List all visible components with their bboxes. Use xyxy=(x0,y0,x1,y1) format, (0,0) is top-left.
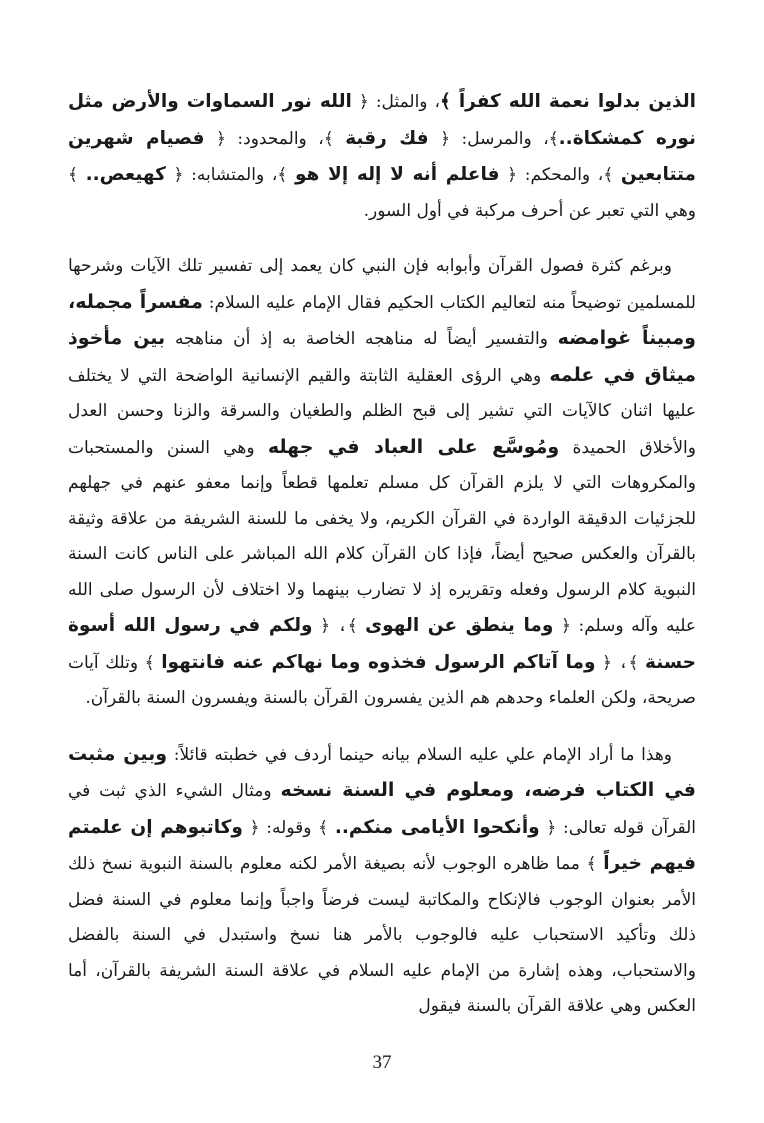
body-text: وهذا ما أراد الإمام علي عليه السلام بيانه حينما أردف في خطبته قائلاً: xyxy=(167,744,672,765)
sermon-quote-text: بين مأخوذ ميثاق في علمه xyxy=(68,327,696,386)
quran-verse-text: فصيام شهرين متتابعين xyxy=(68,127,696,185)
quran-verse-text: وأنكحوا الأيامى منكم.. xyxy=(334,816,540,838)
body-text: ﴾، والمتشابه: ﴿ xyxy=(165,165,295,185)
body-text: ﴾، والمحدود: ﴿ xyxy=(204,128,346,149)
paragraph-2 xyxy=(68,249,696,717)
quran-verse-text: الله نور السماوات والأرض مثل نوره كمشكاة.. xyxy=(68,91,696,149)
quran-verse-text: وما ينطق عن الهوى xyxy=(365,615,554,636)
paragraph-3 xyxy=(68,737,696,1025)
body-text: ﴾، ﴿ xyxy=(595,652,646,673)
body-text: ، والمثل: ﴿ xyxy=(351,92,440,112)
page-body xyxy=(68,84,696,1025)
quran-verse-text: وما آتاكم الرسول فخذوه وما نهاكم عنه فانتهوا xyxy=(161,651,596,673)
quran-verse-text: فك رقبة xyxy=(345,127,429,149)
sermon-quote-text: وبين مثبت في الكتاب فرضه، ومعلوم في السنة نسخه xyxy=(68,742,696,801)
body-text: ﴾ مما ظاهره الوجوب لأنه بصيغة الأمر لكنه معلوم بالسنة النبوية نسخ ذلك الأمر بعنوان الوجوب فالإنكاح والمكاتبة ليست فرضاً واجباً وإنما معلوم في السنة فضل ذلك وتأكيد الاستحباب عليه فالوجوب بالأمر هنا نسخ واستبدل في السنة بالفضل والاستحباب، وهذه إشارة من الإمام عليه السلام في علاقة السنة الشريفة بالقرآن، أما العكس وهي علاقة القرآن بالسنة فيقول xyxy=(68,854,696,1016)
quran-verse-text: الذين بدلوا نعمة الله كفراً ﴾ xyxy=(439,91,696,112)
body-text: ومثال الشيء الذي ثبت في القرآن قوله تعالى: ﴿ xyxy=(68,781,696,838)
page-number: 37 xyxy=(372,1052,392,1073)
body-text: ﴾، والمحكم: ﴿ xyxy=(499,165,621,185)
quran-verse-text: وكاتبوهم إن علمتم فيهم خيراً xyxy=(68,816,696,874)
sermon-quote-text: مفسراً مجمله، ومبيناً غوامضه xyxy=(68,290,696,349)
paragraph-1 xyxy=(68,84,696,229)
body-text: ﴾ وتلك آيات صريحة، ولكن العلماء وحدهم هم الذين يفسرون القرآن بالسنة ويفسرون السنة بالقرآن. xyxy=(68,652,696,708)
body-text: والتفسير أيضاً له مناهجه الخاصة به إذ أن مناهجه xyxy=(165,329,558,349)
body-text: ﴾ وقوله: ﴿ xyxy=(242,817,335,838)
body-text: ﴾، والمرسل: ﴿ xyxy=(428,128,559,149)
quran-verse-text: كهيعص.. xyxy=(85,164,166,185)
body-text: ﴾، ﴿ xyxy=(312,616,366,636)
quran-verse-text: ولكم في رسول الله أسوة حسنة xyxy=(68,615,696,673)
body-text: وهي السنن والمستحبات والمكروهات التي لا يلزم القرآن كل مسلم تعلمها قطعاً وإنما معفو عنهم في جهلهم للجزئيات الدقيقة الواردة في القرآن الكريم، ولا يخفى ما للسنة الشريفة من علاقة وثيقة بالقرآن والعكس صحيح أيضاً، فإذا كان القرآن كلام الله المباشر على الناس كانت السنة النبوية كلام الرسول وفعله وتقريره إذ لا تضارب بينهما ولا اختلاف لأن الرسول صلى الله عليه وآله وسلم: ﴿ xyxy=(68,437,696,636)
sermon-quote-text: ومُوسَّع على العباد في جهله xyxy=(267,435,560,458)
body-text: ﴾ وهي التي تعبر عن أحرف مركبة في أول السور. xyxy=(68,165,696,221)
body-text: وبرغم كثرة فصول القرآن وأبوابه فإن النبي كان يعمد إلى تفسير تلك الآيات وشرحها للمسلمين توضيحاً منه لتعاليم الكتاب الحكيم فقال الإمام عليه السلام: xyxy=(68,256,696,313)
quran-verse-text: فاعلم أنه لا إله إلا هو xyxy=(294,164,500,185)
body-text: وهي الرؤى العقلية الثابتة والقيم الإنسانية الواضحة التي لا يختلف عليها اثنان كالآيات التي تشير إلى قبح الظلم والطغيان والسرقة والزنا وحسن العدل والأخلاق الحميدة xyxy=(68,365,696,458)
